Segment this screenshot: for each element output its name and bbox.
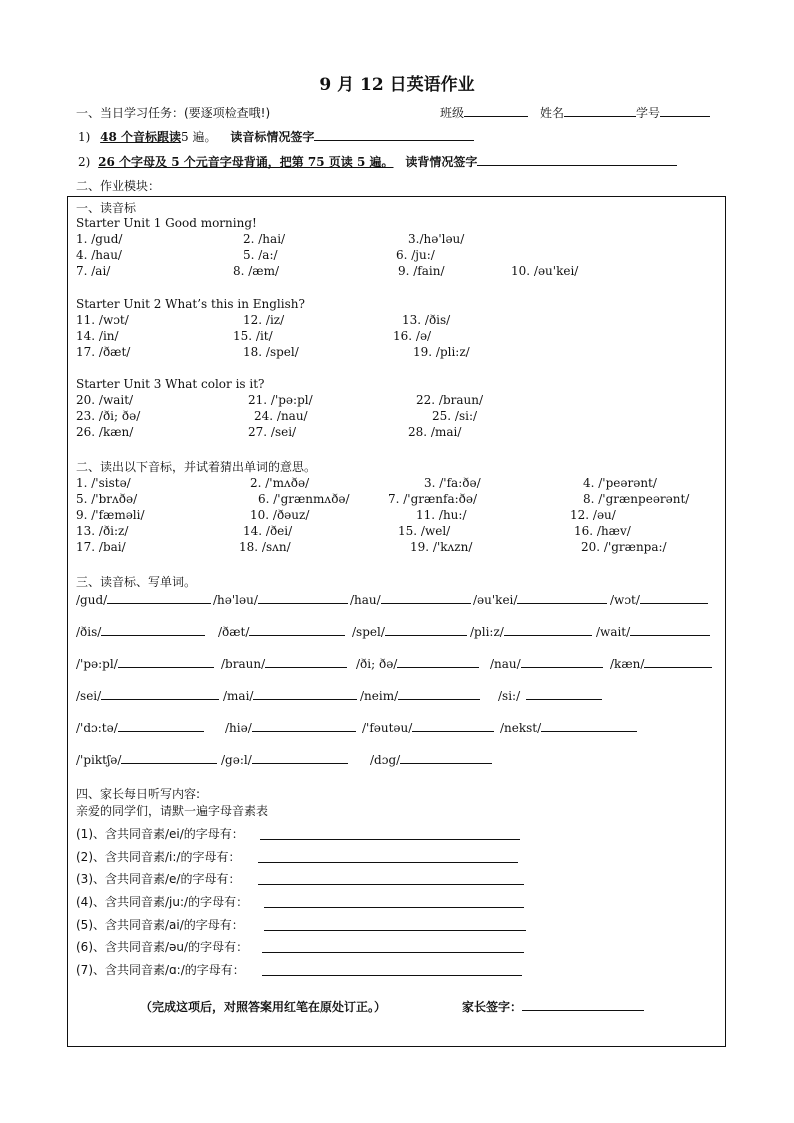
ipa-item: 8. /'grænpeərənt/ [583, 492, 690, 506]
sec2-heading: 二、读出以下音标，并试着猜出单词的意思。 [76, 460, 317, 474]
answer-blank[interactable] [521, 655, 603, 668]
answer-blank[interactable] [398, 687, 480, 700]
ipa-item: 10. /əu'kei/ [511, 264, 579, 278]
ipa-item: 9. /'fæməli/ [76, 508, 145, 522]
write-item[interactable] [498, 687, 602, 703]
sec4-intro: 亲爱的同学们，请默一遍字母音素表 [76, 804, 269, 818]
sec3-heading: 三、读音标、写单词。 [76, 575, 197, 589]
ipa-prompt: /nekst/ [500, 721, 542, 735]
module-heading: 二、作业模块： [76, 179, 161, 193]
ipa-item: 20. /wait/ [76, 393, 134, 407]
answer-line[interactable] [258, 862, 518, 863]
ipa-item: 1. /'sistə/ [76, 476, 131, 490]
write-item[interactable] [76, 719, 204, 735]
ipa-item: 27. /sei/ [248, 425, 297, 439]
task2-sign-label: 读背情况签字 [405, 155, 478, 169]
ipa-prompt: /kæn/ [610, 657, 645, 671]
ipa-item: 13. /ði:z/ [76, 524, 129, 538]
ipa-item: 11. /hu:/ [416, 508, 467, 522]
write-item[interactable] [352, 623, 467, 639]
answer-blank[interactable] [265, 655, 347, 668]
write-item[interactable] [76, 655, 214, 671]
write-item[interactable] [76, 687, 219, 703]
ipa-prompt: /wait/ [596, 625, 631, 639]
ipa-prompt: /braun/ [221, 657, 266, 671]
ipa-item: 17. /ðæt/ [76, 345, 131, 359]
write-item[interactable] [223, 687, 357, 703]
write-item[interactable] [610, 655, 712, 671]
ipa-prompt: /wɔt/ [610, 593, 640, 607]
parent-sign-label: 家长签字： [462, 1000, 523, 1014]
task1-sign-label: 读音标情况签字 [230, 130, 315, 144]
ipa-item: 14. /ðei/ [243, 524, 293, 538]
name-blank[interactable] [564, 104, 636, 117]
ipa-item: 8. /æm/ [233, 264, 280, 278]
write-item[interactable] [221, 655, 347, 671]
write-item[interactable] [500, 719, 637, 735]
ipa-item: 2. /'mʌðə/ [250, 476, 310, 490]
ipa-item: 3. /'fa:ðə/ [424, 476, 481, 490]
task1-text: 48 个音标跟读 [100, 130, 182, 144]
task2-text: 26 个字母及 5 个元音字母背诵，把第 75 页读 5 遍。 [98, 155, 394, 169]
write-item[interactable] [350, 591, 471, 607]
answer-blank[interactable] [118, 655, 214, 668]
dictation-item: (3)、含共同音素/e/的字母有： [76, 872, 241, 886]
write-item[interactable] [610, 591, 708, 607]
answer-blank[interactable] [381, 591, 471, 604]
dictation-item: (6)、含共同音素/əu/的字母有： [76, 940, 249, 954]
task1 [78, 128, 474, 145]
ipa-prompt: /gud/ [76, 593, 108, 607]
ipa-item: 5. /a:/ [243, 248, 278, 262]
ipa-item: 2. /hai/ [243, 232, 286, 246]
ipa-item: 28. /mai/ [408, 425, 462, 439]
ipa-item: 4. /hau/ [76, 248, 122, 262]
ipa-item: 12. /əu/ [570, 508, 616, 522]
answer-blank[interactable] [517, 591, 607, 604]
ipa-item: 25. /si:/ [432, 409, 478, 423]
ipa-prompt: /'dɔ:tə/ [76, 721, 118, 735]
ipa-item: 24. /nau/ [254, 409, 308, 423]
ipa-item: 11. /wɔt/ [76, 313, 129, 327]
ipa-item: 10. /ðəuz/ [250, 508, 310, 522]
ipa-item: 16. /hæv/ [574, 524, 631, 538]
write-item[interactable] [360, 687, 480, 703]
dictation-item: (2)、含共同音素/i:/的字母有： [76, 850, 241, 864]
answer-blank[interactable] [385, 623, 467, 636]
ipa-prompt: /hiə/ [225, 721, 252, 735]
answer-blank[interactable] [397, 655, 479, 668]
ipa-item: 9. /fain/ [398, 264, 445, 278]
ipa-item: 20. /'grænpa:/ [581, 540, 667, 554]
sec4-heading: 四、家长每日听写内容: [76, 787, 201, 801]
ipa-prompt: /mai/ [223, 689, 254, 703]
name-label: 姓名 [540, 106, 565, 120]
write-item[interactable] [76, 751, 217, 767]
write-item[interactable] [473, 591, 607, 607]
write-item[interactable] [490, 655, 603, 671]
unit3-title: Starter Unit 3 What color is it? [76, 377, 265, 391]
ipa-item: 6. /ju:/ [396, 248, 435, 262]
ipa-item: 18. /sʌn/ [239, 540, 291, 554]
ipa-prompt: /dɔg/ [370, 753, 401, 767]
ipa-item: 22. /braun/ [416, 393, 484, 407]
answer-line[interactable] [264, 907, 524, 908]
task1-number: 1) [78, 130, 91, 144]
ipa-prompt: /'pə:pl/ [76, 657, 118, 671]
ipa-item: 13. /ðis/ [402, 313, 451, 327]
answer-blank[interactable] [526, 687, 602, 700]
number-blank[interactable] [660, 104, 710, 117]
class-blank[interactable] [464, 104, 528, 117]
ipa-prompt: /ðæt/ [218, 625, 250, 639]
answer-blank[interactable] [412, 719, 494, 732]
parent-sign-field[interactable] [462, 998, 644, 1015]
ipa-item: 14. /in/ [76, 329, 119, 343]
ipa-prompt: /sei/ [76, 689, 102, 703]
answer-blank[interactable] [101, 687, 219, 700]
write-item[interactable] [370, 751, 492, 767]
ipa-prompt: /ði; ðə/ [356, 657, 398, 671]
write-item[interactable] [362, 719, 494, 735]
answer-blank[interactable] [541, 719, 637, 732]
task1-times: 5 遍。 [181, 130, 217, 144]
dictation-item: (1)、含共同音素/ei/的字母有： [76, 827, 244, 841]
dictation-item: (5)、含共同音素/ai/的字母有： [76, 918, 244, 932]
ipa-item: 26. /kæn/ [76, 425, 134, 439]
name-field[interactable] [540, 104, 636, 121]
answer-line[interactable] [258, 884, 524, 885]
answer-blank[interactable] [249, 623, 345, 636]
ipa-item: 7. /ai/ [76, 264, 111, 278]
ipa-item: 23. /ði; ðə/ [76, 409, 141, 423]
ipa-item: 15. /wel/ [398, 524, 451, 538]
ipa-prompt: /neim/ [360, 689, 399, 703]
write-item[interactable] [76, 623, 205, 639]
write-item[interactable] [218, 623, 345, 639]
ipa-item: 19. /pli:z/ [413, 345, 470, 359]
answer-blank[interactable] [640, 591, 708, 604]
ipa-prompt: /'piktʃə/ [76, 753, 122, 767]
ipa-item: 18. /spel/ [243, 345, 299, 359]
correction-note: （完成这项后，对照答案用红笔在原处订正。） [140, 1000, 387, 1014]
write-item[interactable] [213, 591, 348, 607]
write-item[interactable] [225, 719, 356, 735]
dictation-item: (7)、含共同音素/ɑ:/的字母有： [76, 963, 245, 977]
answer-blank[interactable] [121, 751, 217, 764]
ipa-prompt: /hau/ [350, 593, 381, 607]
number-label: 学号 [636, 106, 661, 120]
ipa-item: 12. /iz/ [243, 313, 285, 327]
answer-blank[interactable] [504, 623, 592, 636]
answer-blank[interactable] [258, 591, 348, 604]
ipa-item: 7. /'grænfa:ðə/ [388, 492, 478, 506]
answer-blank[interactable] [118, 719, 204, 732]
sec1-heading: 一、读音标 [76, 201, 137, 215]
ipa-item: 5. /'brʌðə/ [76, 492, 138, 506]
task1-sign-blank[interactable] [314, 128, 474, 141]
answer-blank[interactable] [253, 687, 357, 700]
ipa-prompt: /əu'kei/ [473, 593, 518, 607]
ipa-prompt: /ðis/ [76, 625, 102, 639]
write-item[interactable] [76, 591, 211, 607]
ipa-item: 15. /it/ [233, 329, 273, 343]
ipa-prompt: /nau/ [490, 657, 521, 671]
ipa-item: 21. /'pə:pl/ [248, 393, 313, 407]
answer-blank[interactable] [252, 719, 356, 732]
unit2-title: Starter Unit 2 What’s this in English? [76, 297, 305, 311]
task2 [78, 153, 677, 170]
parent-sign-blank[interactable] [522, 998, 644, 1011]
ipa-item: 1. /gud/ [76, 232, 123, 246]
answer-line[interactable] [260, 839, 520, 840]
answer-blank[interactable] [400, 751, 492, 764]
ipa-item: 6. /'grænmʌðə/ [258, 492, 350, 506]
ipa-prompt: /pli:z/ [470, 625, 504, 639]
answer-blank[interactable] [630, 623, 710, 636]
number-field[interactable] [636, 104, 710, 121]
answer-line[interactable] [262, 975, 522, 976]
class-label: 班级 [440, 106, 465, 120]
class-field[interactable] [440, 104, 528, 121]
write-item[interactable] [221, 751, 348, 767]
answer-blank[interactable] [252, 751, 348, 764]
ipa-prompt: /gə:l/ [221, 753, 252, 767]
answer-line[interactable] [262, 952, 524, 953]
task2-sign-blank[interactable] [477, 153, 677, 166]
ipa-prompt: /'fəutəu/ [362, 721, 413, 735]
answer-blank[interactable] [107, 591, 211, 604]
dictation-item: (4)、含共同音素/ju:/的字母有： [76, 895, 249, 909]
ipa-item: 17. /bai/ [76, 540, 126, 554]
ipa-prompt: /si:/ [498, 689, 521, 703]
ipa-prompt: /spel/ [352, 625, 385, 639]
ipa-item: 4. /'peərənt/ [583, 476, 657, 490]
ipa-item: 16. /ə/ [393, 329, 432, 343]
write-item[interactable] [596, 623, 710, 639]
answer-blank[interactable] [644, 655, 712, 668]
write-item[interactable] [470, 623, 592, 639]
answer-line[interactable] [264, 930, 526, 931]
ipa-prompt: /hə'ləu/ [213, 593, 258, 607]
page-title: 9 月 12 日英语作业 [319, 75, 475, 95]
task2-number: 2) [78, 155, 91, 169]
answer-blank[interactable] [101, 623, 205, 636]
ipa-item: 3./hə'ləu/ [408, 232, 465, 246]
task-heading: 一、当日学习任务：(要逐项检查哦!) [76, 106, 271, 120]
write-item[interactable] [356, 655, 479, 671]
ipa-item: 19. /'kʌzn/ [410, 540, 473, 554]
unit1-title: Starter Unit 1 Good morning! [76, 216, 257, 230]
